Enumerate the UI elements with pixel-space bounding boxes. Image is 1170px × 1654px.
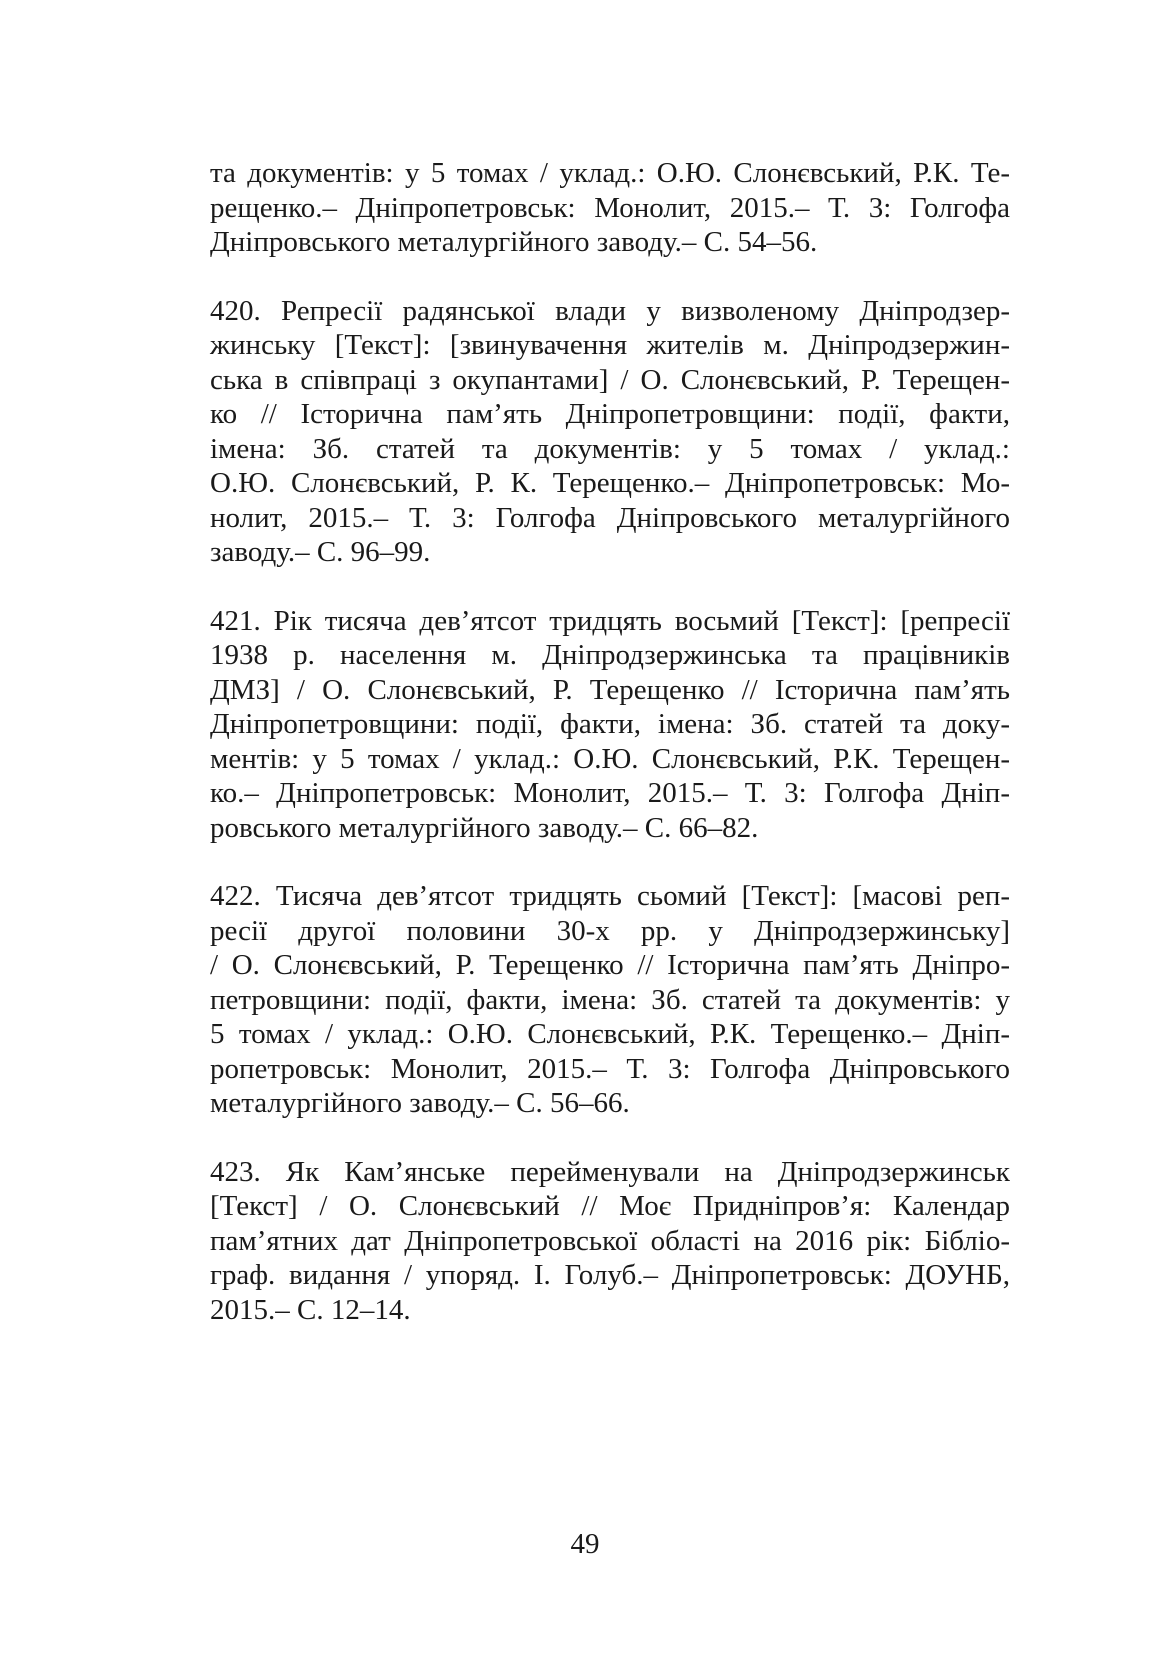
bibliography-entry-continued <box>210 156 1010 260</box>
page-number: 49 <box>570 1528 600 1560</box>
document-body <box>210 156 1010 1361</box>
entry-line: жинську [Текст]: [звинувачення жителів м. Дніпродзержин- <box>210 329 1010 361</box>
entry-line: 5 томах / уклад.: О.Ю. Слонєвський, Р.К. Терещенко.– Дніп- <box>210 1018 1010 1050</box>
entry-line: 421. Рік тисяча дев’ятсот тридцять восьмий [Текст]: [репресії <box>210 604 1010 637</box>
bibliography-entry-420 <box>210 294 1010 570</box>
entry-line: 422. Тисяча дев’ятсот тридцять сьомий [Текст]: [масові реп- <box>210 880 1010 912</box>
entry-line: петровщини: події, факти, імена: Зб. статей та документів: у <box>210 983 1010 1016</box>
entry-line: граф. видання / упоряд. І. Голуб.– Дніпропетровськ: ДОУНБ, <box>210 1259 1010 1291</box>
entry-line: ДМЗ] / О. Слонєвський, Р. Терещенко // Історична пам’ять <box>210 673 1010 706</box>
entry-line: пам’ятних дат Дніпропетровської області на 2016 рік: Бібліо- <box>210 1224 1010 1257</box>
entry-line: / О. Слонєвський, Р. Терещенко // Історична пам’ять Дніпро- <box>210 949 1010 981</box>
entry-line: 423. Як Кам’янське перейменували на Дніпродзержинськ <box>210 1155 1010 1188</box>
entry-line: ресії другої половини 30-х рр. у Дніпродзержинську] <box>210 914 1010 947</box>
entry-line: ровського металургійного заводу.– С. 66–82. <box>210 811 759 844</box>
entry-line: металургійного заводу.– С. 56–66. <box>210 1087 630 1119</box>
entry-line: О.Ю. Слонєвський, Р. К. Терещенко.– Дніпропетровськ: Мо- <box>210 467 1010 499</box>
entry-line: ська в співпраці з окупантами] / О. Слонєвський, Р. Терещен- <box>210 363 1010 396</box>
entry-line: [Текст] / О. Слонєвський // Моє Придніпров’я: Календар <box>210 1190 1010 1222</box>
entry-line: нолит, 2015.– Т. 3: Голгофа Дніпровського металургійного <box>210 501 1010 534</box>
entry-line: ко // Історична пам’ять Дніпропетровщини: події, факти, <box>210 398 1010 430</box>
entry-line: 1938 р. населення м. Дніпродзержинська та працівників <box>210 639 1010 671</box>
entry-line: рещенко.– Дніпропетровськ: Монолит, 2015.– Т. 3: Голгофа <box>210 191 1010 224</box>
entry-line: 2015.– С. 12–14. <box>210 1293 411 1326</box>
entry-line: 420. Репресії радянської влади у визволеному Дніпродзер- <box>210 294 1010 327</box>
entry-line: ко.– Дніпропетровськ: Монолит, 2015.– Т. 3: Голгофа Дніп- <box>210 777 1010 809</box>
entry-line: ментів: у 5 томах / уклад.: О.Ю. Слонєвський, Р.К. Терещен- <box>210 742 1010 775</box>
bibliography-entry-421 <box>210 604 1010 846</box>
entry-line: заводу.– С. 96–99. <box>210 536 431 568</box>
entry-line: Дніпровського металургійного заводу.– С. 54–56. <box>210 226 818 258</box>
entry-line: імена: Зб. статей та документів: у 5 томах / уклад.: <box>210 432 1010 465</box>
entry-line: та документів: у 5 томах / уклад.: О.Ю. Слонєвський, Р.К. Те- <box>210 157 1010 189</box>
entry-line: ропетровськ: Монолит, 2015.– Т. 3: Голгофа Дніпровського <box>210 1052 1010 1085</box>
bibliography-entry-422 <box>210 879 1010 1121</box>
entry-line: Дніпропетровщини: події, факти, імена: Зб. статей та доку- <box>210 708 1010 740</box>
bibliography-entry-423 <box>210 1155 1010 1328</box>
